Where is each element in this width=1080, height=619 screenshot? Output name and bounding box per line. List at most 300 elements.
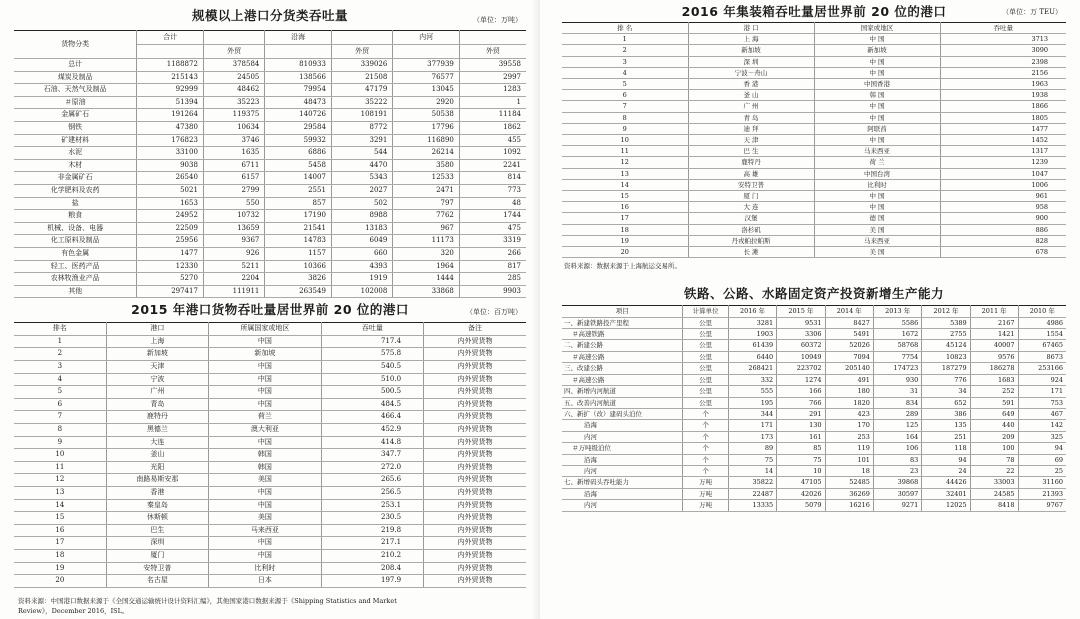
table-cell: 12330 bbox=[137, 260, 204, 273]
table-cell: 47179 bbox=[331, 84, 392, 97]
header-total: 合计 bbox=[137, 31, 204, 45]
table-cell: 325 bbox=[1018, 431, 1066, 442]
world-top20-container-ports-table bbox=[562, 22, 1066, 258]
header-2014: 2014 年 bbox=[825, 306, 873, 317]
table-cell: 94 bbox=[922, 454, 970, 465]
header-coastal-foreign: 外贸 bbox=[331, 45, 392, 59]
table-cell: 14 bbox=[14, 499, 106, 512]
table-cell: 1477 bbox=[940, 123, 1066, 134]
table-cell: 内外贸货物 bbox=[424, 411, 526, 424]
table-cell: 煤炭及制品 bbox=[14, 71, 137, 84]
header-note: 备注 bbox=[424, 323, 526, 336]
table-cell: 13045 bbox=[393, 84, 460, 97]
table-cell: 10634 bbox=[203, 121, 264, 134]
table-cell: 光阳 bbox=[106, 461, 208, 474]
table-cell: 12533 bbox=[393, 172, 460, 185]
table-row bbox=[14, 285, 526, 298]
table-cell: ＃万吨级泊位 bbox=[562, 443, 683, 454]
table-cell: 210.2 bbox=[321, 549, 423, 562]
table-cell: 中国 bbox=[209, 537, 322, 550]
table-cell: 217.1 bbox=[321, 537, 423, 550]
table-row bbox=[562, 168, 1066, 179]
table-cell: 5343 bbox=[331, 172, 392, 185]
table1-header bbox=[14, 6, 526, 26]
table-cell: 1866 bbox=[940, 101, 1066, 112]
table-cell: 14 bbox=[562, 179, 688, 190]
table-cell: 291 bbox=[777, 408, 825, 419]
table-cell: 新加坡 bbox=[106, 348, 208, 361]
table-cell: 1938 bbox=[940, 90, 1066, 101]
table-cell: ＃高速铁路 bbox=[562, 329, 683, 340]
table-cell: 7 bbox=[14, 411, 106, 424]
table-cell: 1653 bbox=[137, 197, 204, 210]
table-cell: 六、新扩（改）建码头泊位 bbox=[562, 408, 683, 419]
table-cell: 中国 bbox=[209, 361, 322, 374]
table-cell: 6711 bbox=[203, 159, 264, 172]
table-row bbox=[14, 512, 526, 525]
table4-title: 铁路、公路、水路固定资产投资新增生产能力 bbox=[683, 286, 944, 302]
table-cell: 3 bbox=[14, 361, 106, 374]
table-row bbox=[562, 146, 1066, 157]
table-cell: 新加坡 bbox=[814, 45, 940, 56]
table-cell: 1157 bbox=[265, 247, 332, 260]
table-row bbox=[14, 575, 526, 588]
table-cell: 69 bbox=[1018, 454, 1066, 465]
table-cell: 13 bbox=[14, 487, 106, 500]
table-cell: 961 bbox=[940, 191, 1066, 202]
table-cell: 660 bbox=[331, 247, 392, 260]
table-cell: 89 bbox=[728, 443, 776, 454]
table-cell: 鹿特丹 bbox=[106, 411, 208, 424]
table-cell: 24 bbox=[922, 465, 970, 476]
table-cell: 930 bbox=[873, 374, 921, 385]
table-cell: 550 bbox=[203, 197, 264, 210]
table-cell: 个 bbox=[683, 454, 728, 465]
table-cell: 6157 bbox=[203, 172, 264, 185]
table-cell: 中国 bbox=[209, 398, 322, 411]
table-cell: 上海 bbox=[106, 335, 208, 348]
table-row bbox=[562, 454, 1066, 465]
table-cell: 9367 bbox=[203, 235, 264, 248]
table-cell: 中 国 bbox=[814, 56, 940, 67]
table-cell: 3291 bbox=[331, 134, 392, 147]
table-cell: 沿海 bbox=[562, 488, 683, 499]
table3-source: 资料来源：数据来源于上海航运交易所。 bbox=[564, 262, 681, 271]
table-cell: 52485 bbox=[825, 477, 873, 488]
table-cell: 粮食 bbox=[14, 210, 137, 223]
table-cell: 5491 bbox=[825, 329, 873, 340]
table-cell: 215143 bbox=[137, 71, 204, 84]
table-row bbox=[14, 59, 526, 72]
table-cell: 2156 bbox=[940, 67, 1066, 78]
table-cell: 高 雄 bbox=[688, 168, 814, 179]
table-cell: 6 bbox=[562, 90, 688, 101]
table-row bbox=[562, 397, 1066, 408]
header-2013: 2013 年 bbox=[873, 306, 921, 317]
table-cell: 化学肥料及农药 bbox=[14, 184, 137, 197]
table-cell: 宁波 bbox=[106, 373, 208, 386]
table-row bbox=[562, 488, 1066, 499]
table-cell: 466.4 bbox=[321, 411, 423, 424]
table-cell: 339026 bbox=[331, 59, 392, 72]
table3-header bbox=[562, 2, 1066, 18]
table-row bbox=[14, 361, 526, 374]
table-cell: 197.9 bbox=[321, 575, 423, 588]
table-cell: 455 bbox=[459, 134, 526, 147]
table-cell: 水泥 bbox=[14, 147, 137, 160]
table-row bbox=[562, 45, 1066, 56]
table-cell: 21393 bbox=[1018, 488, 1066, 499]
table-cell: 二、新建公路 bbox=[562, 340, 683, 351]
table-row bbox=[562, 202, 1066, 213]
table-cell: 135 bbox=[922, 420, 970, 431]
table-cell: 天 津 bbox=[688, 135, 814, 146]
table-cell: 817 bbox=[459, 260, 526, 273]
table-cell: 174723 bbox=[873, 363, 921, 374]
table-cell: 釜山 bbox=[106, 449, 208, 462]
table-cell: 2755 bbox=[922, 329, 970, 340]
table-cell: 中 国 bbox=[814, 101, 940, 112]
table-cell: 23 bbox=[873, 465, 921, 476]
table-cell: 中国 bbox=[209, 386, 322, 399]
table-cell: 韩 国 bbox=[814, 90, 940, 101]
table1-body bbox=[14, 59, 526, 298]
table-cell: 阿联酋 bbox=[814, 123, 940, 134]
table-cell: 1963 bbox=[940, 79, 1066, 90]
table-cell: 810933 bbox=[265, 59, 332, 72]
table-cell: 1188872 bbox=[137, 59, 204, 72]
table-cell: 新加坡 bbox=[209, 348, 322, 361]
table-cell: 33868 bbox=[393, 285, 460, 298]
table-cell: 967 bbox=[393, 222, 460, 235]
table-cell: 83 bbox=[873, 454, 921, 465]
table-cell: 上 海 bbox=[688, 34, 814, 45]
table-cell: 2920 bbox=[393, 96, 460, 109]
table-row bbox=[14, 335, 526, 348]
table-cell: 484.5 bbox=[321, 398, 423, 411]
table-cell: 万吨 bbox=[683, 477, 728, 488]
table-cell: 内河 bbox=[562, 500, 683, 511]
table-cell: 22 bbox=[970, 465, 1018, 476]
source-line-2: Review》，December 2016，ISL。 bbox=[18, 606, 129, 615]
table-cell: 5079 bbox=[777, 500, 825, 511]
table-cell: 251 bbox=[922, 431, 970, 442]
table-cell: 10823 bbox=[922, 351, 970, 362]
table-cell: 510.0 bbox=[321, 373, 423, 386]
table-cell: 116890 bbox=[393, 134, 460, 147]
table-row bbox=[562, 123, 1066, 134]
table4-body bbox=[562, 317, 1066, 511]
table-cell: 452.9 bbox=[321, 424, 423, 437]
table-row bbox=[562, 112, 1066, 123]
table-cell: 414.8 bbox=[321, 436, 423, 449]
table-row bbox=[562, 465, 1066, 476]
table2-body bbox=[14, 335, 526, 587]
table-cell: 191264 bbox=[137, 109, 204, 122]
table-cell: 8 bbox=[562, 112, 688, 123]
table-cell: 1047 bbox=[940, 168, 1066, 179]
table-cell: 52026 bbox=[825, 340, 873, 351]
table-row bbox=[14, 222, 526, 235]
table-cell: 内河 bbox=[562, 465, 683, 476]
table-row bbox=[14, 461, 526, 474]
table-cell: 100 bbox=[970, 443, 1018, 454]
header-2016: 2016 年 bbox=[728, 306, 776, 317]
table-cell: 3580 bbox=[393, 159, 460, 172]
table-row bbox=[14, 210, 526, 223]
table-cell: 金属矿石 bbox=[14, 109, 137, 122]
table-cell: 澳大利亚 bbox=[209, 424, 322, 437]
table-cell: 美国 bbox=[209, 512, 322, 525]
table-cell: 19 bbox=[562, 235, 688, 246]
table-cell: 94 bbox=[1018, 443, 1066, 454]
table-cell: 9038 bbox=[137, 159, 204, 172]
table-cell: 个 bbox=[683, 408, 728, 419]
table-row bbox=[14, 172, 526, 185]
table-cell: 14783 bbox=[265, 235, 332, 248]
table-cell: 中 国 bbox=[814, 34, 940, 45]
table-cell: 205140 bbox=[825, 363, 873, 374]
table-row bbox=[14, 348, 526, 361]
table-cell: 3090 bbox=[940, 45, 1066, 56]
table-cell: 111911 bbox=[203, 285, 264, 298]
table-cell: 万吨 bbox=[683, 500, 728, 511]
table-cell: 857 bbox=[265, 197, 332, 210]
table-cell: 186278 bbox=[970, 363, 1018, 374]
table-cell: 内外贸货物 bbox=[424, 474, 526, 487]
table-cell: 268421 bbox=[728, 363, 776, 374]
header-country: 所属国家或地区 bbox=[209, 323, 322, 336]
header-rank: 排名 bbox=[14, 323, 106, 336]
table-cell: 洛杉矶 bbox=[688, 224, 814, 235]
world-top20-cargo-ports-table bbox=[14, 322, 526, 587]
table-cell: 11 bbox=[14, 461, 106, 474]
table-cell: 649 bbox=[970, 408, 1018, 419]
table-cell: 44426 bbox=[922, 477, 970, 488]
table-cell: 9903 bbox=[459, 285, 526, 298]
table-cell: 5586 bbox=[873, 317, 921, 328]
table3-title: 2016 年集装箱吞吐量居世界前 20 位的港口 bbox=[681, 4, 947, 19]
table-cell: 161 bbox=[777, 431, 825, 442]
table-cell: 717.4 bbox=[321, 335, 423, 348]
table-cell: 265.6 bbox=[321, 474, 423, 487]
table-cell: 内外贸货物 bbox=[424, 335, 526, 348]
table-row bbox=[14, 247, 526, 260]
table-cell: 16 bbox=[562, 202, 688, 213]
table-cell: 11 bbox=[562, 146, 688, 157]
table-cell: 1820 bbox=[825, 397, 873, 408]
table3-body bbox=[562, 34, 1066, 258]
table-cell: 544 bbox=[331, 147, 392, 160]
table-cell: 8772 bbox=[331, 121, 392, 134]
table-cell: 有色金属 bbox=[14, 247, 137, 260]
table-cell: 内外贸货物 bbox=[424, 524, 526, 537]
table-cell: 1 bbox=[14, 335, 106, 348]
table-row bbox=[14, 524, 526, 537]
table-cell: 140726 bbox=[265, 109, 332, 122]
table-cell: 9767 bbox=[1018, 500, 1066, 511]
table-cell: 汉堡 bbox=[688, 213, 814, 224]
table-cell: 2167 bbox=[970, 317, 1018, 328]
table-cell: 289 bbox=[873, 408, 921, 419]
table-cell: 15 bbox=[14, 512, 106, 525]
table-cell: 45124 bbox=[922, 340, 970, 351]
header-2011: 2011 年 bbox=[970, 306, 1018, 317]
table-cell: 76577 bbox=[393, 71, 460, 84]
table-cell: 386 bbox=[922, 408, 970, 419]
table-cell: 15 bbox=[562, 191, 688, 202]
table-cell: 1919 bbox=[331, 273, 392, 286]
table-cell: 253 bbox=[825, 431, 873, 442]
header-country: 国家或地区 bbox=[814, 23, 940, 34]
table-cell: 中 国 bbox=[814, 112, 940, 123]
table-cell: 2204 bbox=[203, 273, 264, 286]
table-cell: 钢铁 bbox=[14, 121, 137, 134]
table-cell: 575.8 bbox=[321, 348, 423, 361]
table-cell: 29584 bbox=[265, 121, 332, 134]
table-cell: 753 bbox=[1018, 397, 1066, 408]
table-cell: 332 bbox=[728, 374, 776, 385]
table-cell: 荷 兰 bbox=[814, 157, 940, 168]
table-cell: 377939 bbox=[393, 59, 460, 72]
table-cell: 内河 bbox=[562, 431, 683, 442]
table-row bbox=[562, 235, 1066, 246]
table-cell: 9531 bbox=[777, 317, 825, 328]
table-cell: 荷兰 bbox=[209, 411, 322, 424]
table2-source bbox=[14, 596, 526, 616]
table-cell: 6 bbox=[14, 398, 106, 411]
table-cell: 678 bbox=[940, 247, 1066, 258]
table-row bbox=[562, 386, 1066, 397]
table-cell: 208.4 bbox=[321, 562, 423, 575]
table-cell: 652 bbox=[922, 397, 970, 408]
table-cell: 7762 bbox=[393, 210, 460, 223]
table-cell: 内外贸货物 bbox=[424, 386, 526, 399]
table-cell: 50538 bbox=[393, 109, 460, 122]
table-row bbox=[562, 191, 1066, 202]
table-cell: 内外贸货物 bbox=[424, 487, 526, 500]
table-cell: 540.5 bbox=[321, 361, 423, 374]
table-cell: 6049 bbox=[331, 235, 392, 248]
table-cell: 3746 bbox=[203, 134, 264, 147]
table-cell: 164 bbox=[873, 431, 921, 442]
table-cell: 119 bbox=[825, 443, 873, 454]
table-cell: 209 bbox=[970, 431, 1018, 442]
table-cell: 安特卫普 bbox=[688, 179, 814, 190]
table-cell: 31 bbox=[873, 386, 921, 397]
table-cell: 440 bbox=[970, 420, 1018, 431]
table-cell: 安特卫普 bbox=[106, 562, 208, 575]
table-cell: 天津 bbox=[106, 361, 208, 374]
table-cell: 一、新建铁路投产里程 bbox=[562, 317, 683, 328]
table-cell: 1239 bbox=[940, 157, 1066, 168]
table-cell: 巴生 bbox=[106, 524, 208, 537]
table-cell: 名古屋 bbox=[106, 575, 208, 588]
table-cell: 总计 bbox=[14, 59, 137, 72]
table-cell: 美 国 bbox=[814, 224, 940, 235]
table-cell: 内外贸货物 bbox=[424, 549, 526, 562]
table-cell: 青岛 bbox=[106, 398, 208, 411]
table-cell: 1452 bbox=[940, 135, 1066, 146]
table-cell: 171 bbox=[1018, 386, 1066, 397]
table-cell: 石油、天然气及制品 bbox=[14, 84, 137, 97]
table-row bbox=[14, 549, 526, 562]
table-cell: 35822 bbox=[728, 477, 776, 488]
table-cell: 171 bbox=[728, 420, 776, 431]
table-cell: 1635 bbox=[203, 147, 264, 160]
table-cell: 青 岛 bbox=[688, 112, 814, 123]
table-row bbox=[14, 96, 526, 109]
header-coastal: 沿海 bbox=[265, 31, 332, 45]
table-cell: 2241 bbox=[459, 159, 526, 172]
table-cell: 17796 bbox=[393, 121, 460, 134]
table-cell: 85 bbox=[777, 443, 825, 454]
header-port: 港 口 bbox=[688, 23, 814, 34]
table-cell: 48 bbox=[459, 197, 526, 210]
table-cell: 35223 bbox=[203, 96, 264, 109]
table-row bbox=[562, 329, 1066, 340]
table-cell: 木材 bbox=[14, 159, 137, 172]
table-cell: 1 bbox=[562, 34, 688, 45]
table-row bbox=[14, 499, 526, 512]
table-cell: 3306 bbox=[777, 329, 825, 340]
table-cell: 10366 bbox=[265, 260, 332, 273]
header-port: 港口 bbox=[106, 323, 208, 336]
table-cell: 七、新增码头吞吐能力 bbox=[562, 477, 683, 488]
table-row bbox=[562, 420, 1066, 431]
table-cell: 中国 bbox=[209, 487, 322, 500]
table-cell: 5211 bbox=[203, 260, 264, 273]
table-cell: 36269 bbox=[825, 488, 873, 499]
header-item: 项目 bbox=[562, 306, 683, 317]
table-cell: 591 bbox=[970, 397, 1018, 408]
table2-unit: （单位：百万吨） bbox=[466, 308, 522, 317]
table-cell: 19 bbox=[14, 562, 106, 575]
table-cell: 万吨 bbox=[683, 488, 728, 499]
table-cell: 24952 bbox=[137, 210, 204, 223]
table-row bbox=[562, 179, 1066, 190]
table-row bbox=[14, 273, 526, 286]
table-row bbox=[562, 79, 1066, 90]
table-cell: 108191 bbox=[331, 109, 392, 122]
table-cell: 13183 bbox=[331, 222, 392, 235]
table-row bbox=[562, 157, 1066, 168]
table-row bbox=[562, 101, 1066, 112]
table-cell: 比利时 bbox=[209, 562, 322, 575]
table-cell: 9 bbox=[14, 436, 106, 449]
table-cell: 中国 bbox=[209, 499, 322, 512]
header-inland-sub bbox=[393, 45, 460, 59]
table-row bbox=[14, 197, 526, 210]
table-row bbox=[14, 487, 526, 500]
table-cell: 11184 bbox=[459, 109, 526, 122]
table-cell: 17 bbox=[562, 213, 688, 224]
table-cell: 266 bbox=[459, 247, 526, 260]
table-cell: 125 bbox=[873, 420, 921, 431]
table-cell: 1964 bbox=[393, 260, 460, 273]
table-cell: 马来西亚 bbox=[814, 235, 940, 246]
table-cell: 丹戎帕拉帕斯 bbox=[688, 235, 814, 246]
table-cell: 3319 bbox=[459, 235, 526, 248]
table-cell: 8418 bbox=[970, 500, 1018, 511]
table-row bbox=[14, 537, 526, 550]
table-cell: 13659 bbox=[203, 222, 264, 235]
table-row bbox=[14, 424, 526, 437]
table-row bbox=[562, 34, 1066, 45]
table-row bbox=[14, 260, 526, 273]
table-cell: 大 连 bbox=[688, 202, 814, 213]
table-cell: 机械、设备、电器 bbox=[14, 222, 137, 235]
